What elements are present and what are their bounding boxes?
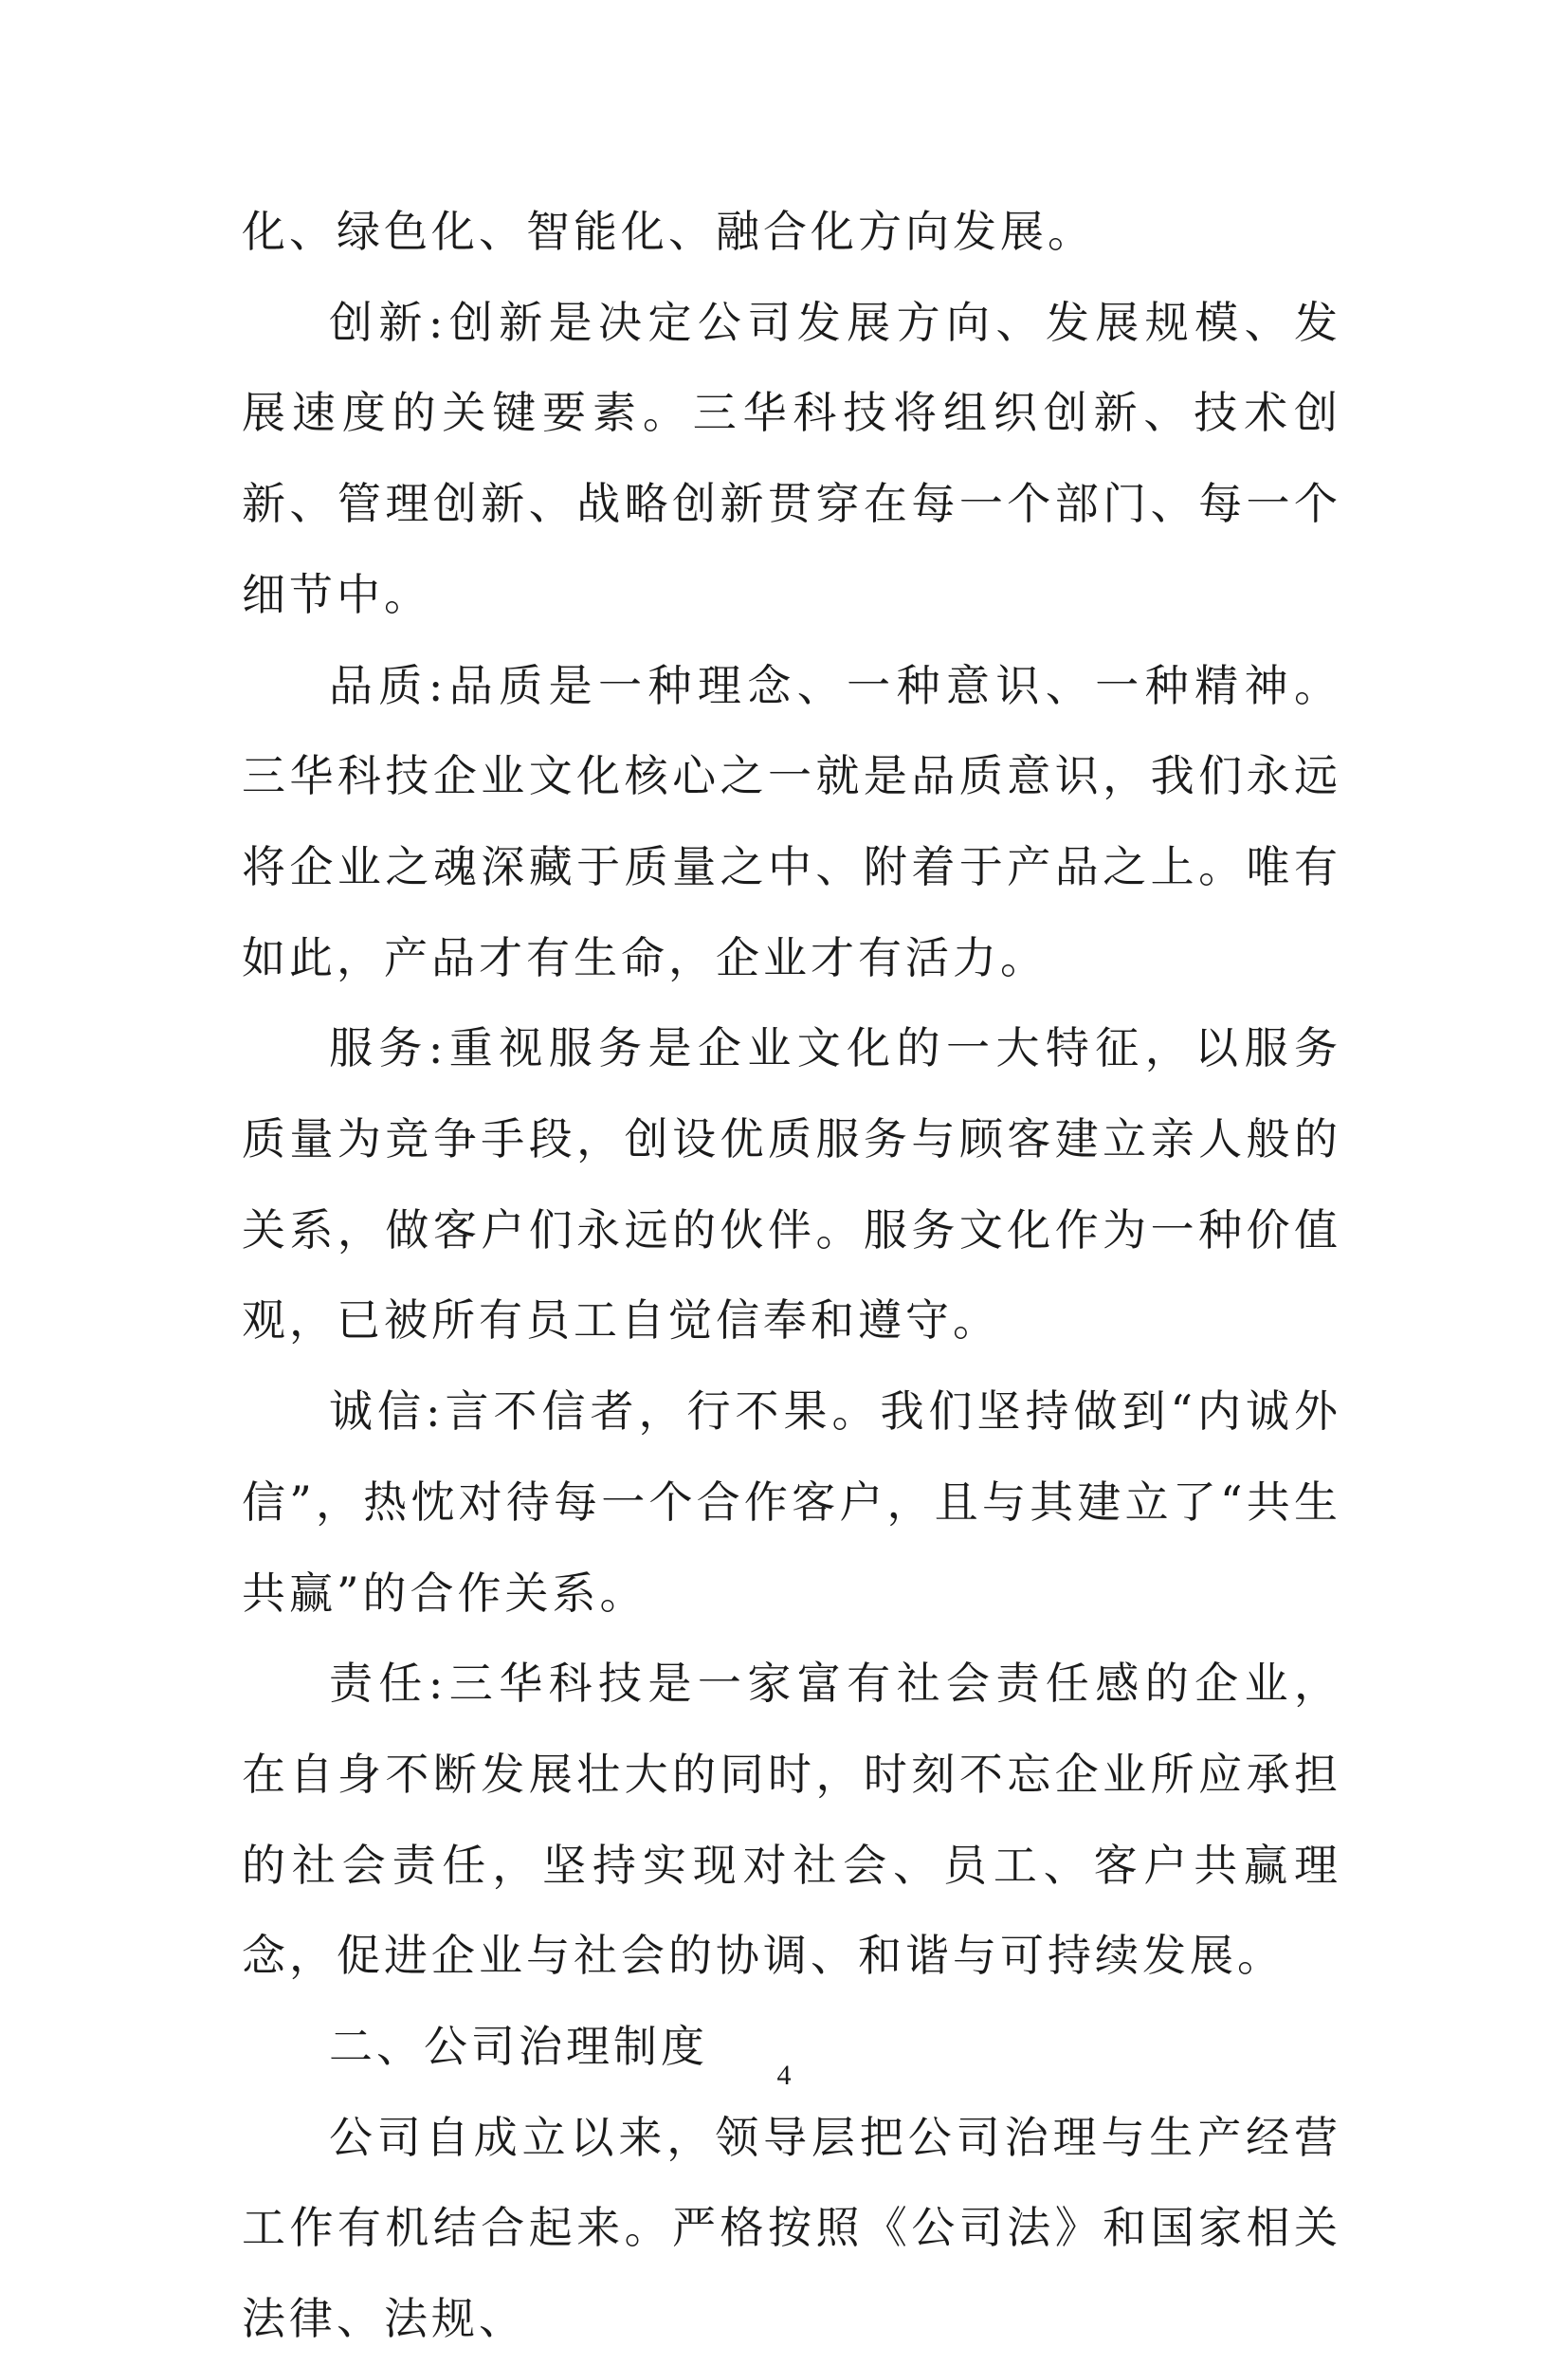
page-number: 4 [776, 2060, 792, 2091]
paragraph-responsibility: 责任:三华科技是一家富有社会责任感的企业，在自身不断发展壮大的同时，时刻不忘企业所应承担的社会责任，坚持实现对社会、员工、客户共赢理念，促进企业与社会的协调、和谐与可持续发展。 [242, 1658, 1341, 1982]
paragraph-service: 服务:重视服务是企业文化的一大特征，以服务质量为竞争手段，创设优质服务与顾客建立亲人般的关系，做客户们永远的伙伴。服务文化作为一种价值观，已被所有员工自觉信奉和遵守。 [242, 1022, 1341, 1347]
paragraph-innovation: 创新:创新是决定公司发展方向、发展规模、发展速度的关键要素。三华科技将组织创新、技术创新、管理创新、战略创新贯穿在每一个部门、每一个细节中。 [242, 296, 1341, 620]
document-body [242, 187, 1341, 2365]
paragraph-quality: 品质:品质是一种理念、一种意识、一种精神。三华科技企业文化核心之一就是品质意识，我们永远将企业之魂深藏于质量之中、附着于产品之上。唯有如此，产品才有生命，企业才有活力。 [242, 659, 1341, 983]
paragraph-integrity: 诚信:言不信者，行不果。我们坚持做到“内诚外信”，热忱对待每一个合作客户，且与其建立了“共生共赢”的合作关系。 [242, 1385, 1341, 1619]
paragraph-governance: 公司自成立以来，领导层把公司治理与生产经营工作有机结合起来。严格按照《公司法》和国家相关法律、法规、 [242, 2111, 1341, 2345]
section-heading-governance: 二、公司治理制度 [329, 2021, 708, 2073]
paragraph-continuation: 化、绿色化、智能化、融合化方向发展。 [242, 206, 1095, 257]
